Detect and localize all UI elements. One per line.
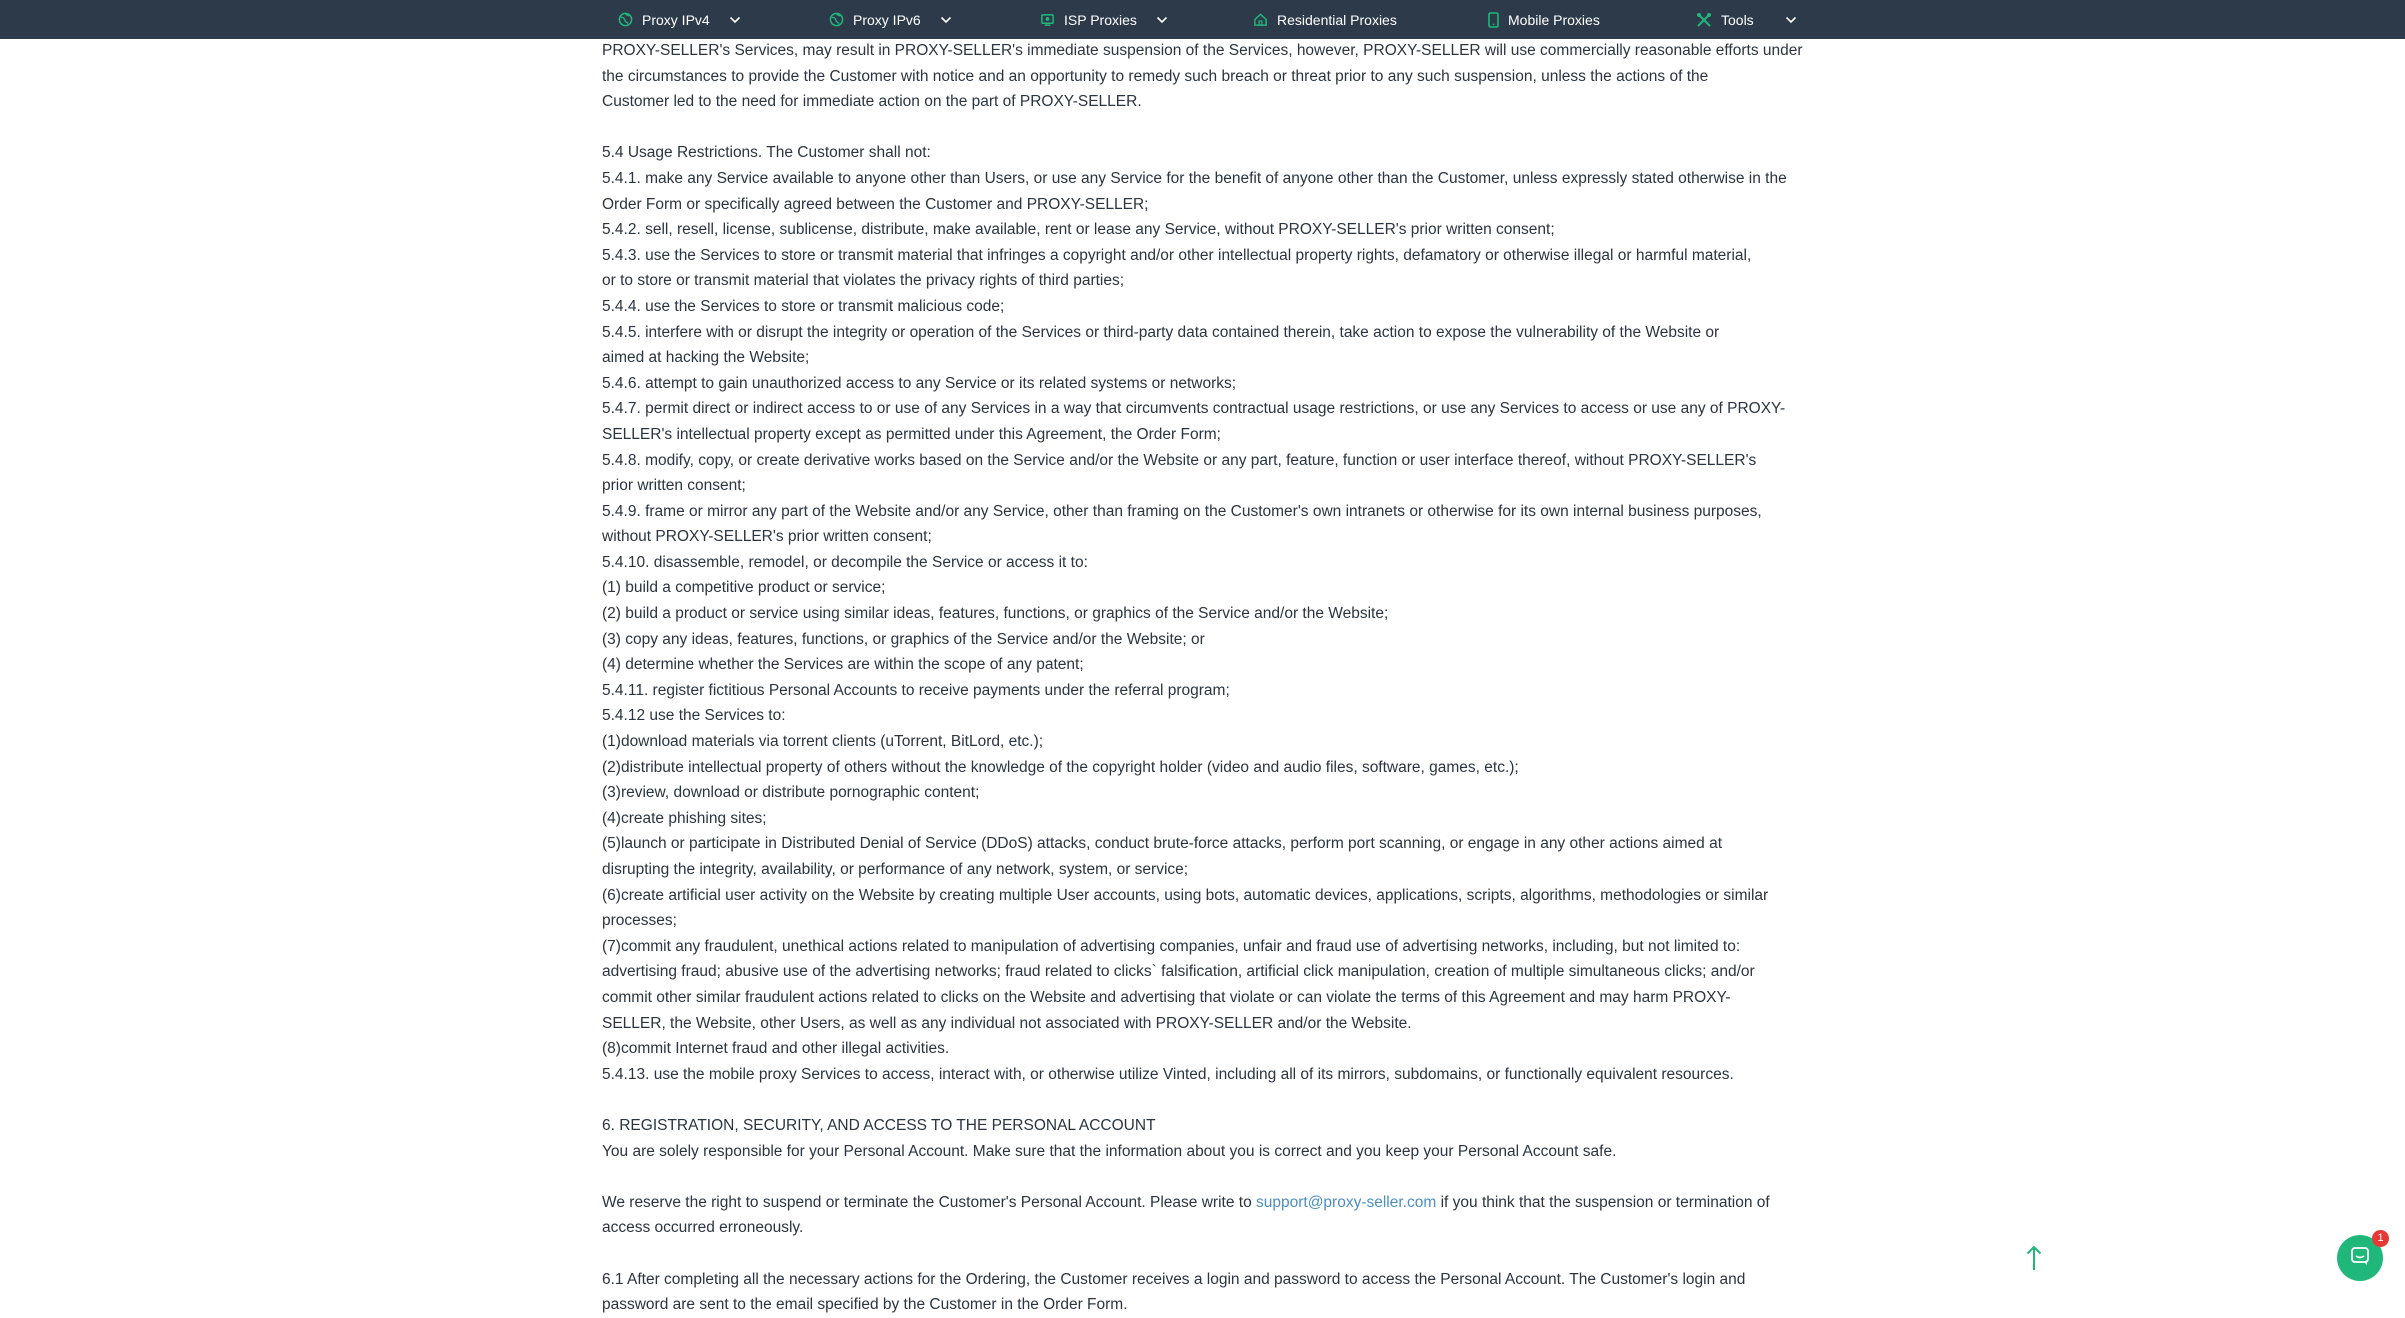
text-line: 5.4.10. disassemble, remodel, or decompile the Service or access it to: bbox=[602, 553, 1088, 571]
spacer bbox=[602, 1087, 1808, 1113]
text-line: commit other similar fraudulent actions related to clicks on the Website and advertising that violate or can violate the terms of this Agreement and may harm PROXY- bbox=[602, 988, 1731, 1006]
text-line: (6)create artificial user activity on the Website by creating multiple User accounts, using bots, automatic devices, applications, scripts, algorithms, methodologies or similar bbox=[602, 886, 1769, 904]
isp-icon bbox=[1040, 12, 1055, 27]
text-line: 5.4.2. sell, resell, license, sublicense, distribute, make available, rent or lease any Service, without PROXY-SELLER's prior written consent; bbox=[602, 221, 1555, 239]
terms-content bbox=[602, 38, 1808, 1318]
text-line: 5.4.7. permit direct or indirect access to or use of any Services in a way that circumvents contractual usage restrictions, or use any Services to access or use any of PROXY- bbox=[602, 400, 1786, 418]
text-line: Order Form or specifically agreed between the Customer and PROXY-SELLER; bbox=[602, 195, 1149, 213]
nav-proxy-ipv6[interactable] bbox=[829, 0, 952, 39]
text-line: password are sent to the email specified by the Customer in the Order Form. bbox=[602, 1296, 1128, 1314]
text-line: aimed at hacking the Website; bbox=[602, 349, 810, 367]
chat-icon bbox=[2349, 1245, 2371, 1272]
spacer bbox=[602, 1241, 1808, 1267]
text-line: 5.4.4. use the Services to store or transmit malicious code; bbox=[602, 297, 1005, 315]
text-line: 5.4.6. attempt to gain unauthorized access to any Service or its related systems or networks; bbox=[602, 374, 1237, 392]
chevron-down-icon bbox=[1156, 16, 1168, 24]
text-line: (3)review, download or distribute pornographic content; bbox=[602, 784, 980, 802]
text-line: (1)download materials via torrent clients (uTorrent, BitLord, etc.); bbox=[602, 733, 1044, 751]
text-line: 5.4.5. interfere with or disrupt the integrity or operation of the Services or third-party data contained therein, take action to expose the vulnerability of the Website or bbox=[602, 323, 1720, 341]
nav-tools[interactable] bbox=[1696, 0, 1797, 39]
home-icon bbox=[1253, 12, 1268, 27]
intro-paragraph bbox=[602, 38, 1808, 115]
chevron-down-icon bbox=[729, 16, 741, 24]
text-line: disrupting the integrity, availability, or performance of any network, system, or service; bbox=[602, 861, 1189, 878]
globe-icon bbox=[618, 12, 633, 27]
text-line: PROXY-SELLER's Services, may result in PROXY-SELLER's immediate suspension of the Services, however, PROXY-SELLER will use commercially reasonable efforts under bbox=[602, 42, 1803, 59]
text-line: (4) determine whether the Services are within the scope of any patent; bbox=[602, 656, 1084, 674]
section-heading: 6. REGISTRATION, SECURITY, AND ACCESS TO THE PERSONAL ACCOUNT bbox=[602, 1116, 1156, 1134]
text-line: (5)launch or participate in Distributed Denial of Service (DDoS) attacks, conduct brute-force attacks, perform port scanning, or engage in any other actions aimed at bbox=[602, 835, 1722, 853]
text-line: 5.4.12 use the Services to: bbox=[602, 707, 786, 725]
text-line: processes; bbox=[602, 912, 677, 930]
text-line: 5.4.13. use the mobile proxy Services to access, interact with, or otherwise utilize Vinted, including all of its mirrors, subdomains, or functionally equivalent resources. bbox=[602, 1065, 1734, 1083]
text-line: You are solely responsible for your Personal Account. Make sure that the information about you is correct and you keep your Personal Account safe. bbox=[602, 1142, 1617, 1160]
arrow-up-icon bbox=[2026, 1244, 2042, 1277]
text-line: without PROXY-SELLER's prior written consent; bbox=[602, 528, 932, 546]
text-line: SELLER, the Website, other Users, as well as any individual not associated with PROXY-SELLER and/or the Website. bbox=[602, 1014, 1412, 1032]
nav-label: Residential Proxies bbox=[1277, 11, 1397, 28]
text-line: (2)distribute intellectual property of others without the knowledge of the copyright holder (video and audio files, software, games, etc.); bbox=[602, 758, 1519, 776]
text-line: the circumstances to provide the Customer with notice and an opportunity to remedy such breach or threat prior to any such suspension, unless the actions of the bbox=[602, 67, 1709, 85]
nav-label: Proxy IPv4 bbox=[642, 11, 710, 28]
text-line: (8)commit Internet fraud and other illegal activities. bbox=[602, 1040, 950, 1058]
chat-widget-button[interactable] bbox=[2337, 1232, 2384, 1281]
text-line: advertising fraud; abusive use of the advertising networks; fraud related to clicks` falsification, artificial click manipulation, creation of multiple simultaneous clicks; and/or bbox=[602, 963, 1755, 981]
spacer bbox=[602, 1164, 1808, 1190]
text-line: 5.4.1. make any Service available to anyone other than Users, or use any Service for the benefit of anyone other than the Customer, unless expressly stated otherwise in the bbox=[602, 169, 1787, 187]
text-line: 5.4.11. register fictitious Personal Accounts to receive payments under the referral program; bbox=[602, 681, 1230, 699]
text-line bbox=[602, 1190, 1808, 1216]
nav-mobile-proxies[interactable] bbox=[1488, 0, 1600, 39]
chat-notification-badge: 1 bbox=[2372, 1230, 2389, 1247]
nav-isp-proxies[interactable] bbox=[1040, 0, 1168, 39]
nav-label: Mobile Proxies bbox=[1508, 11, 1600, 28]
nav-label: Proxy IPv6 bbox=[853, 11, 921, 28]
text-line: 5.4.3. use the Services to store or transmit material that infringes a copyright and/or other intellectual property rights, defamatory or otherwise illegal or harmful material, bbox=[602, 246, 1752, 264]
mobile-icon bbox=[1488, 12, 1499, 28]
chevron-down-icon bbox=[1785, 16, 1797, 24]
nav-proxy-ipv4[interactable] bbox=[618, 0, 741, 39]
spacer bbox=[602, 115, 1808, 141]
globe-icon bbox=[829, 12, 844, 27]
text-line: access occurred erroneously. bbox=[602, 1219, 804, 1237]
text-line: 5.4.8. modify, copy, or create derivative works based on the Service and/or the Website or any part, feature, function or user interface thereof, without PROXY-SELLER's bbox=[602, 451, 1757, 469]
nav-label: ISP Proxies bbox=[1064, 11, 1137, 28]
text-line: SELLER's intellectual property except as permitted under this Agreement, the Order Form; bbox=[602, 425, 1221, 443]
tools-icon bbox=[1696, 12, 1712, 28]
usage-restrictions-section bbox=[602, 140, 1808, 1087]
text-line: 5.4 Usage Restrictions. The Customer shall not: bbox=[602, 144, 931, 162]
top-navigation bbox=[0, 0, 2405, 39]
text-line: (1) build a competitive product or service; bbox=[602, 579, 886, 597]
text-line: 6.1 After completing all the necessary actions for the Ordering, the Customer receives a login and password to access the Personal Account. The Customer's login and bbox=[602, 1270, 1746, 1288]
support-email-link[interactable]: support@proxy-seller.com bbox=[1256, 1193, 1437, 1211]
text-line: (4)create phishing sites; bbox=[602, 809, 767, 827]
text-line: 5.4.9. frame or mirror any part of the Website and/or any Service, other than framing on the Customer's own intranets or otherwise for its own internal business purposes, bbox=[602, 502, 1762, 520]
nav-residential-proxies[interactable] bbox=[1253, 0, 1397, 39]
scroll-to-top-button[interactable] bbox=[2020, 1242, 2048, 1278]
nav-label: Tools bbox=[1721, 11, 1754, 28]
text-line: or to store or transmit material that violates the privacy rights of third parties; bbox=[602, 272, 1125, 290]
chevron-down-icon bbox=[940, 16, 952, 24]
text-line: Customer led to the need for immediate action on the part of PROXY-SELLER. bbox=[602, 93, 1142, 111]
text-line: (7)commit any fraudulent, unethical actions related to manipulation of advertising companies, unfair and fraud use of advertising networks, including, but not limited to: bbox=[602, 937, 1741, 955]
text-line: (3) copy any ideas, features, functions, or graphics of the Service and/or the Website; or bbox=[602, 630, 1205, 648]
text-span: if you think that the suspension or termination of bbox=[1436, 1193, 1770, 1211]
text-line: (2) build a product or service using similar ideas, features, functions, or graphics of the Service and/or the Website; bbox=[602, 605, 1389, 623]
text-span: We reserve the right to suspend or terminate the Customer's Personal Account. Please write to bbox=[602, 1193, 1256, 1211]
text-line: prior written consent; bbox=[602, 477, 746, 495]
